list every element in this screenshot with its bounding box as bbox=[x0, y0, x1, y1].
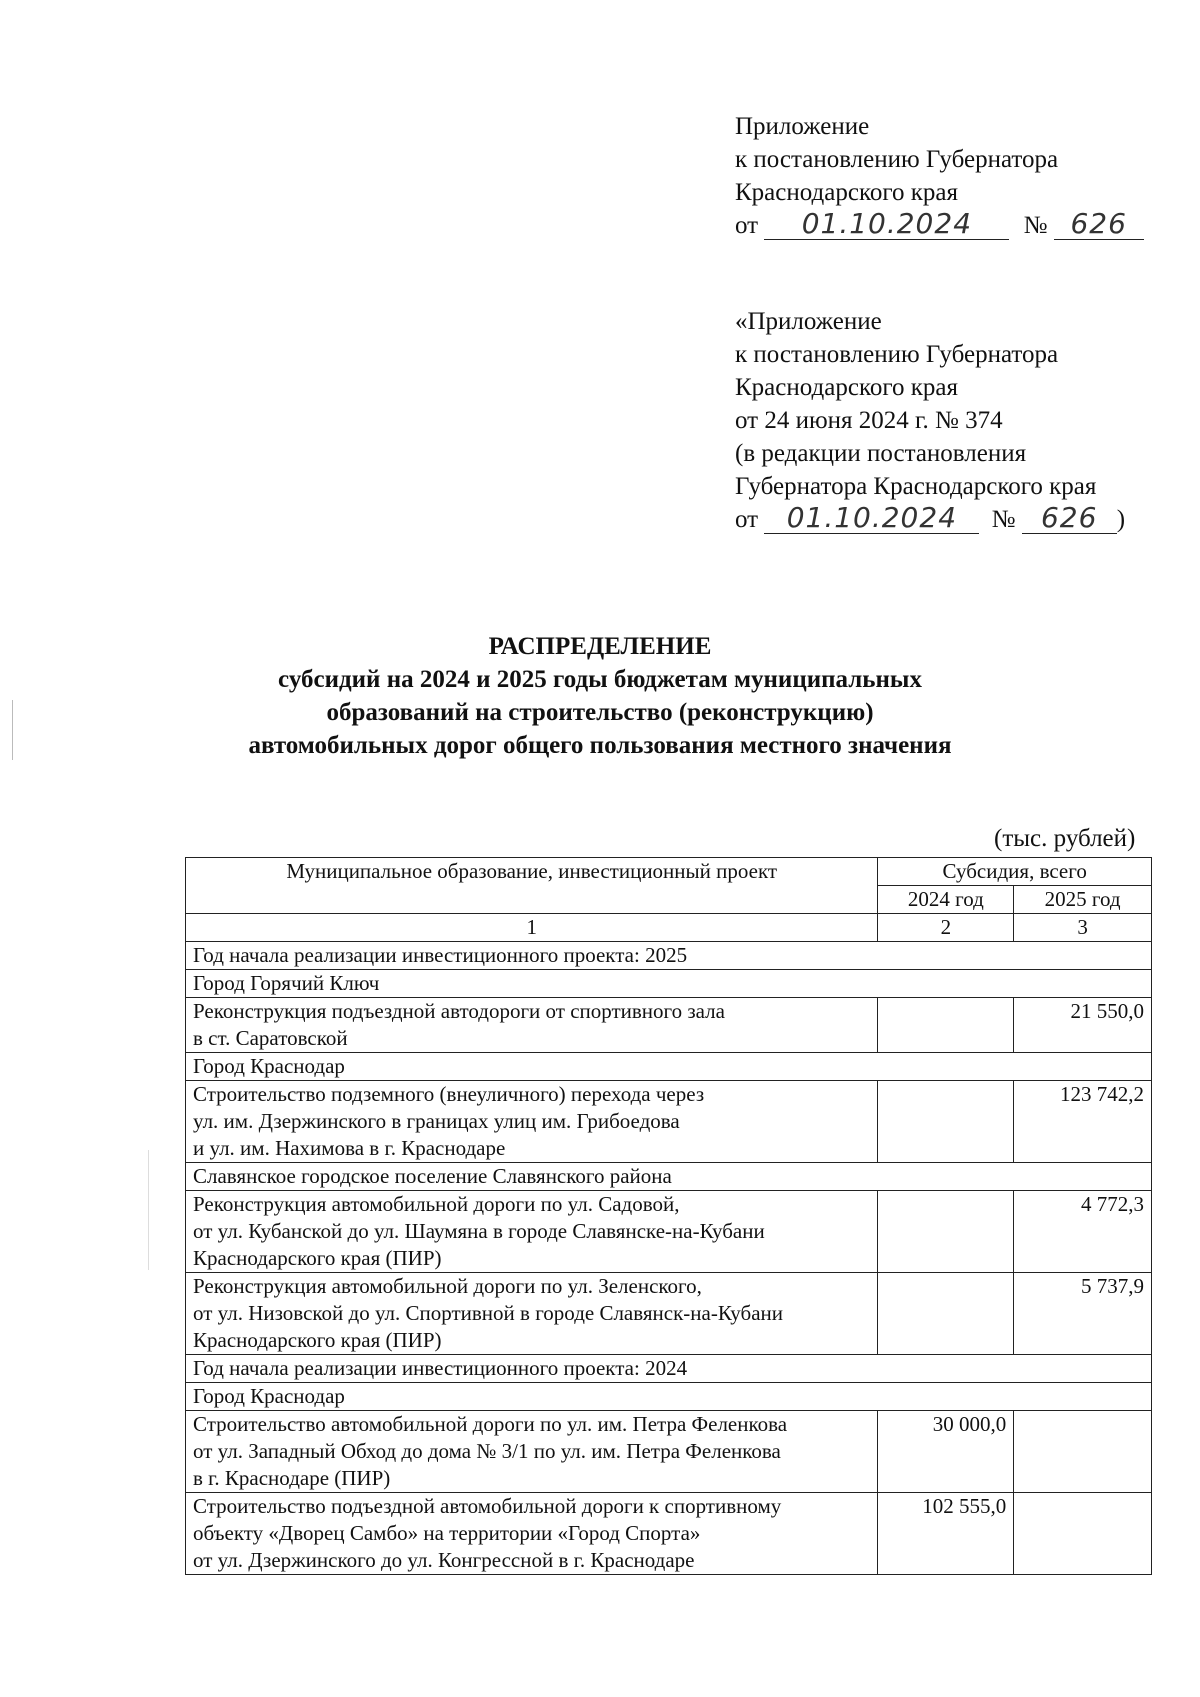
project-row bbox=[186, 998, 1152, 1053]
number-label: № bbox=[1023, 212, 1048, 239]
value-2025 bbox=[1014, 1411, 1152, 1493]
project-name-line: объекту «Дворец Самбо» на территории «Город Спорта» bbox=[193, 1521, 701, 1545]
handwritten-date: 01.10.2024 bbox=[764, 503, 979, 534]
header-subsidy-total: Субсидия, всего bbox=[878, 858, 1152, 886]
project-name-line: от ул. Низовской до ул. Спортивной в городе Славянск-на-Кубани bbox=[193, 1301, 783, 1325]
section-row bbox=[186, 942, 1152, 970]
value-2024 bbox=[878, 1191, 1014, 1273]
value-2024 bbox=[878, 1273, 1014, 1355]
header-2025: 2025 год bbox=[1014, 886, 1152, 914]
appendix-header bbox=[735, 110, 1144, 242]
handwritten-number: 626 bbox=[1022, 503, 1117, 534]
column-number: 2 bbox=[878, 914, 1014, 942]
column-number: 1 bbox=[186, 914, 878, 942]
section-label: Год начала реализации инвестиционного проекта: 2025 bbox=[186, 942, 1152, 970]
project-row bbox=[186, 1191, 1152, 1273]
column-number: 3 bbox=[1014, 914, 1152, 942]
units-label: (тыс. рублей) bbox=[994, 825, 1136, 852]
appendix-line: к постановлению Губернатора bbox=[735, 146, 1059, 173]
section-label: Год начала реализации инвестиционного проекта: 2024 bbox=[186, 1355, 1152, 1383]
project-name-line: от ул. Дзержинского до ул. Конгрессной в г. Краснодаре bbox=[193, 1548, 695, 1572]
project-row bbox=[186, 1273, 1152, 1355]
appendix-line: Приложение bbox=[735, 113, 870, 140]
value-2024: 102 555,0 bbox=[878, 1493, 1014, 1575]
project-name-line: Строительство автомобильной дороги по ул. им. Петра Феленкова bbox=[193, 1412, 788, 1436]
column-number-row bbox=[186, 914, 1152, 942]
appendix-line: к постановлению Губернатора bbox=[735, 341, 1059, 368]
project-name-line: от ул. Кубанской до ул. Шаумяна в городе Славянске-на-Кубани bbox=[193, 1219, 765, 1243]
project-name-line: Краснодарского края (ПИР) bbox=[193, 1246, 442, 1270]
section-row bbox=[186, 1053, 1152, 1081]
project-row bbox=[186, 1411, 1152, 1493]
closing-paren: ) bbox=[1116, 506, 1126, 533]
number-label: № bbox=[991, 506, 1016, 533]
header-project: Муниципальное образование, инвестиционный проект bbox=[186, 858, 878, 914]
project-name bbox=[186, 1411, 878, 1493]
subsidy-table bbox=[185, 857, 1152, 1575]
title-line: РАСПРЕДЕЛЕНИЕ bbox=[488, 633, 712, 660]
appendix-line: Краснодарского края bbox=[735, 179, 958, 206]
appendix-line: от 24 июня 2024 г. № 374 bbox=[735, 407, 1003, 434]
project-name bbox=[186, 1081, 878, 1163]
header-2024: 2024 год bbox=[878, 886, 1014, 914]
scan-margin-mark bbox=[148, 1150, 149, 1270]
appendix-date-line bbox=[735, 209, 1144, 242]
value-2025: 4 772,3 bbox=[1014, 1191, 1152, 1273]
project-name-line: Реконструкция подъездной автодороги от спортивного зала bbox=[193, 999, 725, 1023]
value-2025: 123 742,2 bbox=[1014, 1081, 1152, 1163]
title-line: субсидий на 2024 и 2025 годы бюджетам муниципальных bbox=[278, 666, 922, 693]
project-name-line: от ул. Западный Обход до дома № 3/1 по ул. им. Петра Феленкова bbox=[193, 1439, 781, 1463]
title-line: автомобильных дорог общего пользования местного значения bbox=[248, 732, 952, 759]
from-label: от bbox=[735, 506, 759, 533]
project-name-line: ул. им. Дзержинского в границах улиц им. Грибоедова bbox=[193, 1109, 680, 1133]
project-name bbox=[186, 1273, 878, 1355]
section-label: Город Горячий Ключ bbox=[186, 970, 1152, 998]
value-2024 bbox=[878, 1081, 1014, 1163]
appendix-line: «Приложение bbox=[735, 308, 882, 335]
project-name-line: в г. Краснодаре (ПИР) bbox=[193, 1466, 391, 1490]
document-title bbox=[0, 630, 1200, 762]
handwritten-date: 01.10.2024 bbox=[764, 209, 1009, 240]
appendix-line: Краснодарского края bbox=[735, 374, 958, 401]
section-row bbox=[186, 1163, 1152, 1191]
project-name-line: Реконструкция автомобильной дороги по ул. Садовой, bbox=[193, 1192, 680, 1216]
project-name-line: Строительство подъездной автомобильной дороги к спортивному bbox=[193, 1494, 782, 1518]
appendix-date-line bbox=[735, 503, 1125, 536]
value-2024: 30 000,0 bbox=[878, 1411, 1014, 1493]
title-line: образований на строительство (реконструкцию) bbox=[326, 699, 874, 726]
project-name-line: и ул. им. Нахимова в г. Краснодаре bbox=[193, 1136, 506, 1160]
from-label: от bbox=[735, 212, 759, 239]
project-row bbox=[186, 1081, 1152, 1163]
project-name-line: в ст. Саратовской bbox=[193, 1026, 348, 1050]
table-header-row bbox=[186, 858, 1152, 886]
section-label: Славянское городское поселение Славянского района bbox=[186, 1163, 1152, 1191]
previous-appendix-header bbox=[735, 305, 1125, 536]
project-row bbox=[186, 1493, 1152, 1575]
section-row bbox=[186, 1383, 1152, 1411]
value-2025 bbox=[1014, 1493, 1152, 1575]
handwritten-number: 626 bbox=[1054, 209, 1144, 240]
section-label: Город Краснодар bbox=[186, 1053, 1152, 1081]
appendix-line: Губернатора Краснодарского края bbox=[735, 473, 1097, 500]
value-2025: 21 550,0 bbox=[1014, 998, 1152, 1053]
project-name-line: Краснодарского края (ПИР) bbox=[193, 1328, 442, 1352]
project-name bbox=[186, 1493, 878, 1575]
value-2024 bbox=[878, 998, 1014, 1053]
project-name-line: Строительство подземного (внеуличного) перехода через bbox=[193, 1082, 705, 1106]
project-name-line: Реконструкция автомобильной дороги по ул. Зеленского, bbox=[193, 1274, 702, 1298]
section-row bbox=[186, 1355, 1152, 1383]
appendix-line: (в редакции постановления bbox=[735, 440, 1027, 467]
value-2025: 5 737,9 bbox=[1014, 1273, 1152, 1355]
project-name bbox=[186, 1191, 878, 1273]
project-name bbox=[186, 998, 878, 1053]
section-row bbox=[186, 970, 1152, 998]
section-label: Город Краснодар bbox=[186, 1383, 1152, 1411]
